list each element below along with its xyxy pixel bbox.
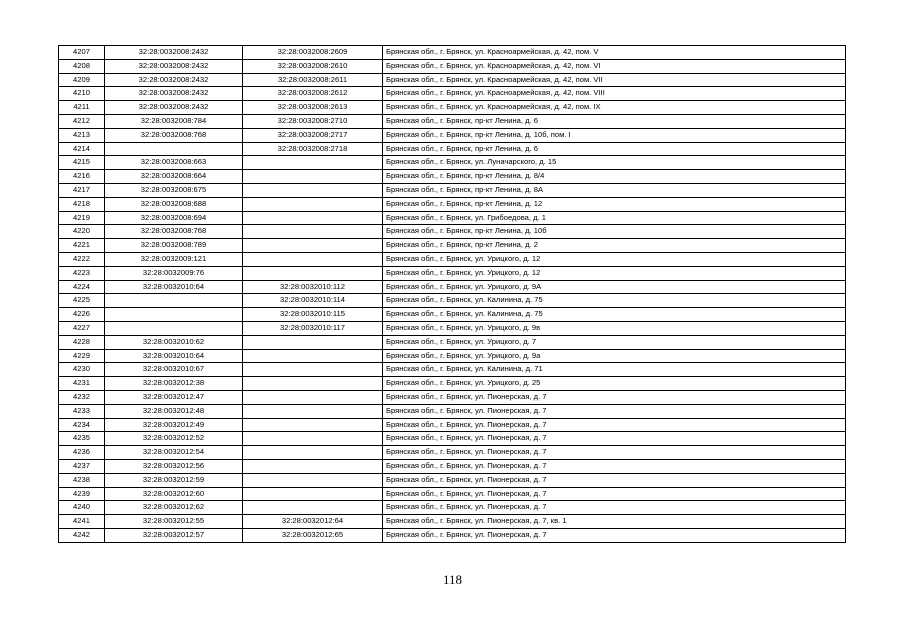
cadastral-number-object-cell: 32:28:0032008:2710 — [243, 114, 383, 128]
cadastral-number-object-cell — [243, 459, 383, 473]
address-cell: Брянская обл., г. Брянск, ул. Калинина, д. 71 — [383, 363, 846, 377]
address-cell: Брянская обл., г. Брянск, ул. Урицкого, д. 9в — [383, 321, 846, 335]
table-row — [59, 432, 846, 446]
row-number-cell: 4210 — [59, 87, 105, 101]
cadastral-number-parcel-cell — [105, 142, 243, 156]
row-number-cell: 4219 — [59, 211, 105, 225]
cadastral-number-parcel-cell: 32:28:0032008:2432 — [105, 73, 243, 87]
address-cell: Брянская обл., г. Брянск, ул. Урицкого, д. 7 — [383, 335, 846, 349]
table-row — [59, 363, 846, 377]
table-row — [59, 225, 846, 239]
table-row — [59, 501, 846, 515]
cadastral-number-object-cell — [243, 501, 383, 515]
address-cell: Брянская обл., г. Брянск, пр-кт Ленина, д. 8А — [383, 183, 846, 197]
cadastral-number-object-cell — [243, 390, 383, 404]
table-row — [59, 487, 846, 501]
row-number-cell: 4222 — [59, 252, 105, 266]
cadastral-number-parcel-cell: 32:28:0032012:48 — [105, 404, 243, 418]
cadastral-number-object-cell — [243, 239, 383, 253]
table-row — [59, 73, 846, 87]
cadastral-number-object-cell — [243, 473, 383, 487]
cadastral-number-parcel-cell: 32:28:0032012:52 — [105, 432, 243, 446]
row-number-cell: 4229 — [59, 349, 105, 363]
row-number-cell: 4228 — [59, 335, 105, 349]
cadastral-number-object-cell: 32:28:0032008:2717 — [243, 128, 383, 142]
cadastral-number-object-cell — [243, 266, 383, 280]
cadastral-number-parcel-cell: 32:28:0032012:60 — [105, 487, 243, 501]
cadastral-number-object-cell — [243, 363, 383, 377]
row-number-cell: 4235 — [59, 432, 105, 446]
row-number-cell: 4230 — [59, 363, 105, 377]
row-number-cell: 4218 — [59, 197, 105, 211]
row-number-cell: 4239 — [59, 487, 105, 501]
address-cell: Брянская обл., г. Брянск, пр-кт Ленина, д. 12 — [383, 197, 846, 211]
cadastral-table — [58, 45, 846, 543]
table-row — [59, 211, 846, 225]
row-number-cell: 4209 — [59, 73, 105, 87]
row-number-cell: 4240 — [59, 501, 105, 515]
cadastral-number-object-cell: 32:28:0032010:114 — [243, 294, 383, 308]
address-cell: Брянская обл., г. Брянск, ул. Пионерская, д. 7 — [383, 446, 846, 460]
table-row — [59, 528, 846, 542]
cadastral-number-parcel-cell — [105, 321, 243, 335]
cadastral-number-object-cell: 32:28:0032010:112 — [243, 280, 383, 294]
cadastral-number-object-cell — [243, 487, 383, 501]
row-number-cell: 4220 — [59, 225, 105, 239]
table-row — [59, 142, 846, 156]
address-cell: Брянская обл., г. Брянск, ул. Красноармейская, д. 42, пом. VI — [383, 59, 846, 73]
table-row — [59, 473, 846, 487]
address-cell: Брянская обл., г. Брянск, ул. Пионерская, д. 7 — [383, 473, 846, 487]
table-row — [59, 101, 846, 115]
address-cell: Брянская обл., г. Брянск, ул. Урицкого, д. 25 — [383, 377, 846, 391]
table-row — [59, 321, 846, 335]
row-number-cell: 4215 — [59, 156, 105, 170]
row-number-cell: 4208 — [59, 59, 105, 73]
cadastral-number-object-cell — [243, 170, 383, 184]
table-row — [59, 87, 846, 101]
address-cell: Брянская обл., г. Брянск, ул. Пионерская, д. 7 — [383, 418, 846, 432]
address-cell: Брянская обл., г. Брянск, ул. Пионерская, д. 7 — [383, 501, 846, 515]
row-number-cell: 4227 — [59, 321, 105, 335]
cadastral-number-object-cell — [243, 377, 383, 391]
address-cell: Брянская обл., г. Брянск, ул. Урицкого, д. 12 — [383, 266, 846, 280]
cadastral-number-parcel-cell: 32:28:0032008:768 — [105, 128, 243, 142]
cadastral-number-parcel-cell: 32:28:0032009:76 — [105, 266, 243, 280]
cadastral-number-object-cell: 32:28:0032010:117 — [243, 321, 383, 335]
cadastral-number-object-cell — [243, 252, 383, 266]
cadastral-number-object-cell — [243, 197, 383, 211]
cadastral-number-object-cell — [243, 432, 383, 446]
address-cell: Брянская обл., г. Брянск, ул. Урицкого, д. 9а — [383, 349, 846, 363]
table-row — [59, 446, 846, 460]
cadastral-number-parcel-cell — [105, 308, 243, 322]
cadastral-number-parcel-cell: 32:28:0032008:664 — [105, 170, 243, 184]
row-number-cell: 4231 — [59, 377, 105, 391]
cadastral-number-parcel-cell: 32:28:0032008:768 — [105, 225, 243, 239]
cadastral-number-parcel-cell: 32:28:0032012:54 — [105, 446, 243, 460]
address-cell: Брянская обл., г. Брянск, пр-кт Ленина, д. 10б, пом. I — [383, 128, 846, 142]
cadastral-number-object-cell: 32:28:0032012:64 — [243, 515, 383, 529]
table-row — [59, 170, 846, 184]
table-row — [59, 156, 846, 170]
table-body — [59, 46, 846, 543]
cadastral-number-object-cell: 32:28:0032012:65 — [243, 528, 383, 542]
row-number-cell: 4241 — [59, 515, 105, 529]
address-cell: Брянская обл., г. Брянск, ул. Пионерская, д. 7, кв. 1 — [383, 515, 846, 529]
row-number-cell: 4238 — [59, 473, 105, 487]
cadastral-number-parcel-cell: 32:28:0032010:67 — [105, 363, 243, 377]
address-cell: Брянская обл., г. Брянск, ул. Красноармейская, д. 42, пом. V — [383, 46, 846, 60]
cadastral-number-parcel-cell: 32:28:0032012:57 — [105, 528, 243, 542]
row-number-cell: 4213 — [59, 128, 105, 142]
address-cell: Брянская обл., г. Брянск, ул. Пионерская, д. 7 — [383, 404, 846, 418]
table-row — [59, 308, 846, 322]
address-cell: Брянская обл., г. Брянск, ул. Красноармейская, д. 42, пом. VIII — [383, 87, 846, 101]
address-cell: Брянская обл., г. Брянск, ул. Красноармейская, д. 42, пом. IX — [383, 101, 846, 115]
cadastral-number-object-cell — [243, 446, 383, 460]
table-row — [59, 377, 846, 391]
cadastral-number-object-cell — [243, 211, 383, 225]
row-number-cell: 4225 — [59, 294, 105, 308]
table-row — [59, 404, 846, 418]
table-row — [59, 114, 846, 128]
address-cell: Брянская обл., г. Брянск, пр-кт Ленина, д. 8/4 — [383, 170, 846, 184]
table-row — [59, 390, 846, 404]
row-number-cell: 4234 — [59, 418, 105, 432]
cadastral-number-object-cell: 32:28:0032010:115 — [243, 308, 383, 322]
address-cell: Брянская обл., г. Брянск, ул. Калинина, д. 75 — [383, 294, 846, 308]
row-number-cell: 4212 — [59, 114, 105, 128]
cadastral-number-parcel-cell: 32:28:0032008:2432 — [105, 46, 243, 60]
cadastral-number-parcel-cell: 32:28:0032010:62 — [105, 335, 243, 349]
table-row — [59, 197, 846, 211]
cadastral-number-parcel-cell: 32:28:0032008:663 — [105, 156, 243, 170]
cadastral-number-parcel-cell: 32:28:0032008:2432 — [105, 87, 243, 101]
address-cell: Брянская обл., г. Брянск, пр-кт Ленина, д. 2 — [383, 239, 846, 253]
cadastral-number-parcel-cell: 32:28:0032008:694 — [105, 211, 243, 225]
row-number-cell: 4223 — [59, 266, 105, 280]
cadastral-number-parcel-cell — [105, 294, 243, 308]
cadastral-number-parcel-cell: 32:28:0032012:56 — [105, 459, 243, 473]
cadastral-number-parcel-cell: 32:28:0032008:688 — [105, 197, 243, 211]
row-number-cell: 4236 — [59, 446, 105, 460]
cadastral-number-object-cell: 32:28:0032008:2609 — [243, 46, 383, 60]
row-number-cell: 4211 — [59, 101, 105, 115]
cadastral-number-parcel-cell: 32:28:0032012:55 — [105, 515, 243, 529]
address-cell: Брянская обл., г. Брянск, ул. Луначарского, д. 15 — [383, 156, 846, 170]
row-number-cell: 4224 — [59, 280, 105, 294]
address-cell: Брянская обл., г. Брянск, ул. Урицкого, д. 9А — [383, 280, 846, 294]
row-number-cell: 4226 — [59, 308, 105, 322]
table-row — [59, 183, 846, 197]
table-row — [59, 349, 846, 363]
row-number-cell: 4232 — [59, 390, 105, 404]
cadastral-number-parcel-cell: 32:28:0032012:38 — [105, 377, 243, 391]
cadastral-number-object-cell: 32:28:0032008:2613 — [243, 101, 383, 115]
table-row — [59, 459, 846, 473]
cadastral-number-parcel-cell: 32:28:0032008:675 — [105, 183, 243, 197]
cadastral-number-object-cell — [243, 335, 383, 349]
cadastral-number-object-cell — [243, 404, 383, 418]
cadastral-number-parcel-cell: 32:28:0032008:784 — [105, 114, 243, 128]
cadastral-number-parcel-cell: 32:28:0032010:64 — [105, 349, 243, 363]
cadastral-number-object-cell — [243, 418, 383, 432]
table-row — [59, 280, 846, 294]
row-number-cell: 4217 — [59, 183, 105, 197]
cadastral-number-object-cell: 32:28:0032008:2718 — [243, 142, 383, 156]
table-row — [59, 266, 846, 280]
cadastral-number-object-cell: 32:28:0032008:2610 — [243, 59, 383, 73]
cadastral-number-parcel-cell: 32:28:0032008:2432 — [105, 59, 243, 73]
address-cell: Брянская обл., г. Брянск, ул. Пионерская, д. 7 — [383, 487, 846, 501]
cadastral-number-object-cell — [243, 349, 383, 363]
row-number-cell: 4216 — [59, 170, 105, 184]
cadastral-number-parcel-cell: 32:28:0032012:47 — [105, 390, 243, 404]
row-number-cell: 4207 — [59, 46, 105, 60]
table-row — [59, 418, 846, 432]
cadastral-number-object-cell — [243, 225, 383, 239]
address-cell: Брянская обл., г. Брянск, ул. Калинина, д. 75 — [383, 308, 846, 322]
cadastral-number-parcel-cell: 32:28:0032012:62 — [105, 501, 243, 515]
address-cell: Брянская обл., г. Брянск, ул. Урицкого, д. 12 — [383, 252, 846, 266]
cadastral-number-object-cell — [243, 183, 383, 197]
address-cell: Брянская обл., г. Брянск, ул. Грибоедова, д. 1 — [383, 211, 846, 225]
cadastral-number-parcel-cell: 32:28:0032008:2432 — [105, 101, 243, 115]
table-row — [59, 294, 846, 308]
address-cell: Брянская обл., г. Брянск, пр-кт Ленина, д. 10б — [383, 225, 846, 239]
page-number: 118 — [442, 572, 463, 587]
table-row — [59, 59, 846, 73]
address-cell: Брянская обл., г. Брянск, ул. Пионерская, д. 7 — [383, 390, 846, 404]
table-row — [59, 252, 846, 266]
row-number-cell: 4237 — [59, 459, 105, 473]
address-cell: Брянская обл., г. Брянск, ул. Пионерская, д. 7 — [383, 432, 846, 446]
row-number-cell: 4214 — [59, 142, 105, 156]
table-row — [59, 239, 846, 253]
cadastral-number-parcel-cell: 32:28:0032009:121 — [105, 252, 243, 266]
address-cell: Брянская обл., г. Брянск, пр-кт Ленина, д. 6 — [383, 114, 846, 128]
cadastral-number-object-cell: 32:28:0032008:2612 — [243, 87, 383, 101]
address-cell: Брянская обл., г. Брянск, пр-кт Ленина, д. 6 — [383, 142, 846, 156]
cadastral-number-parcel-cell: 32:28:0032010:64 — [105, 280, 243, 294]
table-row — [59, 46, 846, 60]
address-cell: Брянская обл., г. Брянск, ул. Пионерская, д. 7 — [383, 528, 846, 542]
row-number-cell: 4221 — [59, 239, 105, 253]
row-number-cell: 4233 — [59, 404, 105, 418]
cadastral-number-object-cell: 32:28:0032008:2611 — [243, 73, 383, 87]
cadastral-number-parcel-cell: 32:28:0032012:59 — [105, 473, 243, 487]
table-row — [59, 128, 846, 142]
cadastral-number-parcel-cell: 32:28:0032012:49 — [105, 418, 243, 432]
row-number-cell: 4242 — [59, 528, 105, 542]
cadastral-number-object-cell — [243, 156, 383, 170]
table-row — [59, 335, 846, 349]
address-cell: Брянская обл., г. Брянск, ул. Пионерская, д. 7 — [383, 459, 846, 473]
table-row — [59, 515, 846, 529]
address-cell: Брянская обл., г. Брянск, ул. Красноармейская, д. 42, пом. VII — [383, 73, 846, 87]
cadastral-number-parcel-cell: 32:28:0032008:789 — [105, 239, 243, 253]
